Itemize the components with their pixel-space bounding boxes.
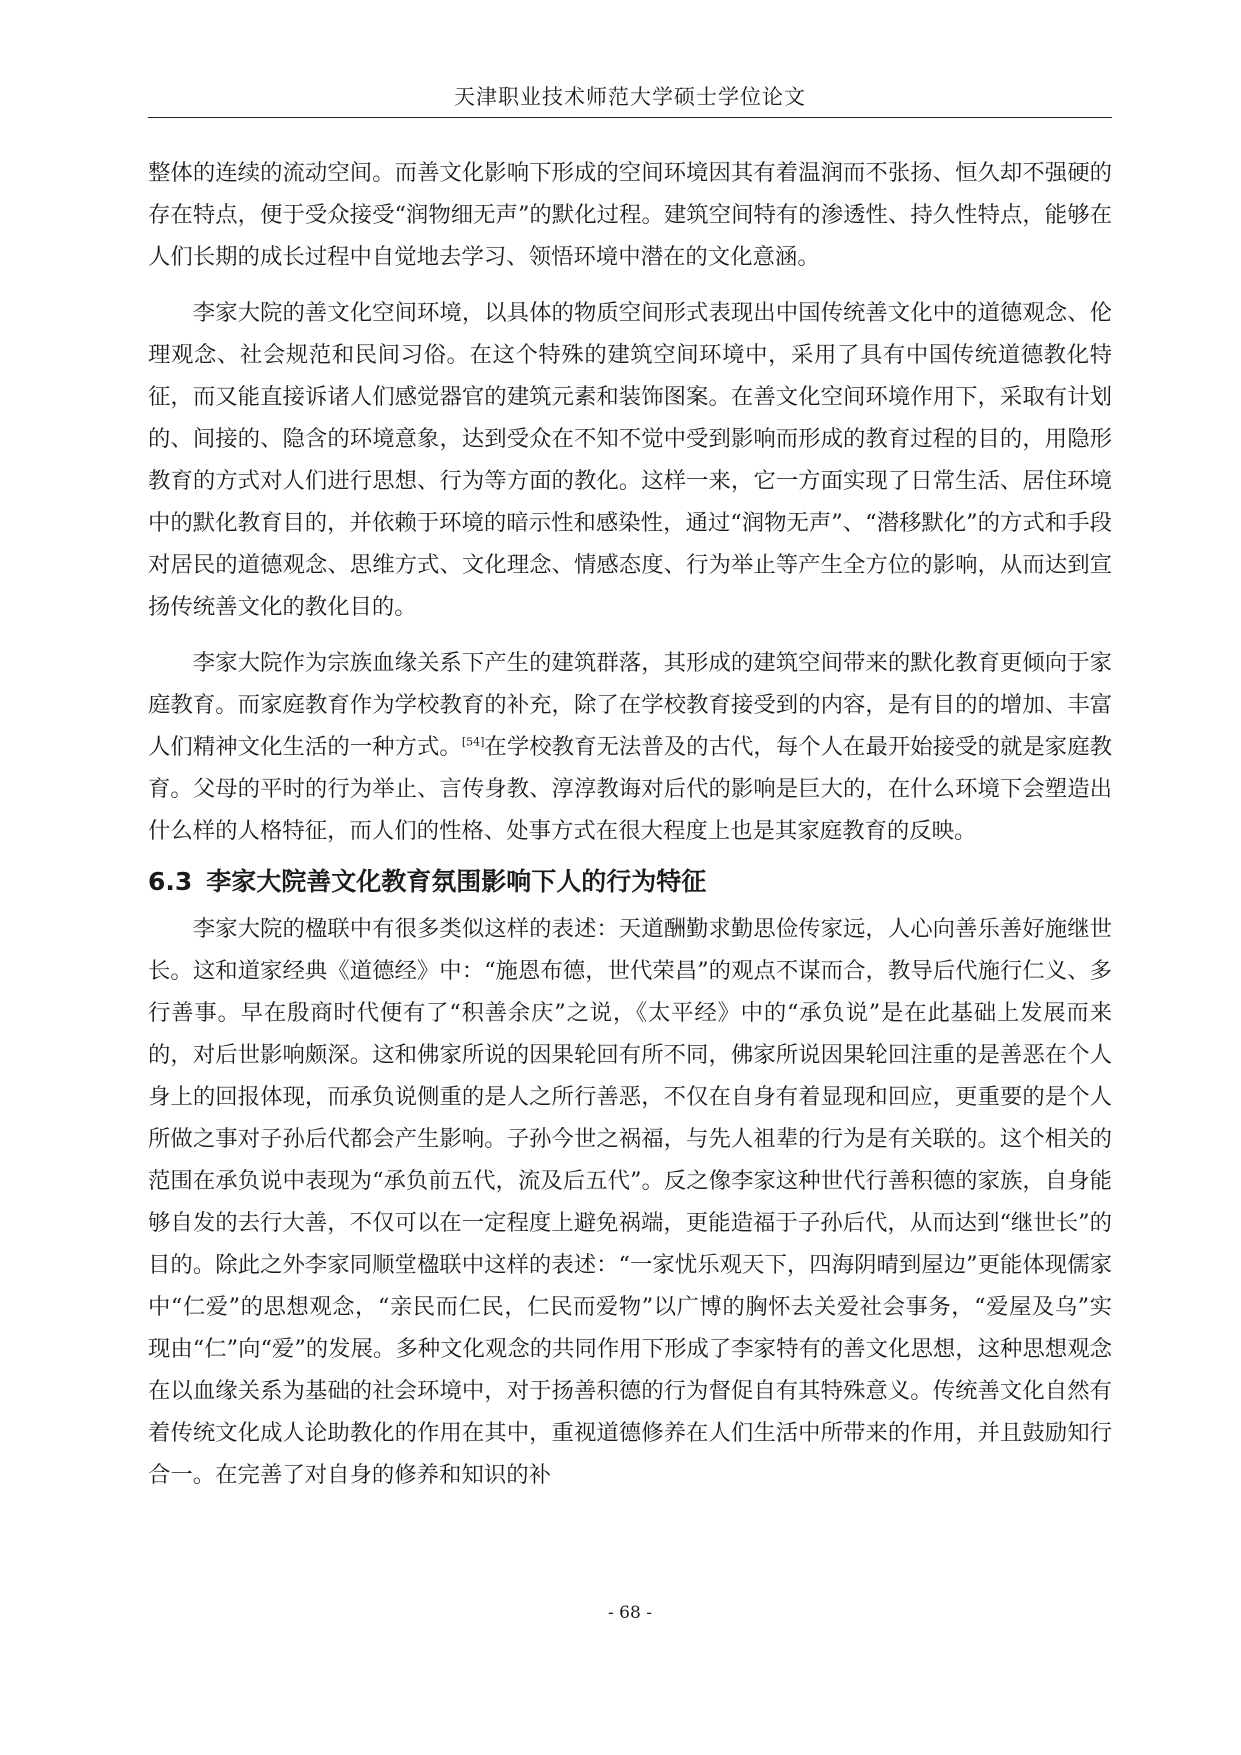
header-divider [148,117,1112,118]
paragraph-with-citation [148,642,1112,852]
section-title: 李家大院善文化教育氛围影响下人的行为特征 [206,867,707,896]
page-body [148,152,1112,1496]
section-number: 6.3 [148,867,193,896]
paragraph-text-before-citation: 李家大院作为宗族血缘关系下产生的建筑群落，其形成的建筑空间带来的默化教育更倾向于家庭教育。而家庭教育作为学校教育的补充，除了在学校教育接受到的内容，是有目的的增加、丰富人们精神文化生活的一种方式。 [148,650,1112,760]
running-header: 天津职业技术师范大学硕士学位论文 [454,85,806,109]
paragraph: 李家大院的楹联中有很多类似这样的表述：天道酬勤求勤思俭传家远，人心向善乐善好施继世长。这和道家经典《道德经》中：“施恩布德，世代荣昌”的观点不谋而合，教导后代施行仁义、多行善事。早在殷商时代便有了“积善余庆”之说，《太平经》中的“承负说”是在此基础上发展而来的，对后世影响颇深。这和佛家所说的因果轮回有所不同，佛家所说因果轮回注重的是善恶在个人身上的回报体现，而承负说侧重的是人之所行善恶，不仅在自身有着显现和回应，更重要的是个人所做之事对子孙后代都会产生影响。子孙今世之祸福，与先人祖辈的行为是有关联的。这个相关的范围在承负说中表现为“承负前五代，流及后五代”。反之像李家这种世代行善积德的家族，自身能够自发的去行大善，不仅可以在一定程度上避免祸端，更能造福于子孙后代，从而达到“继世长”的目的。除此之外李家同顺堂楹联中这样的表述：“一家忧乐观天下，四海阴晴到屋边”更能体现儒家中“仁爱”的思想观念，“亲民而仁民，仁民而爱物”以广博的胸怀去关爱社会事务，“爱屋及乌”实现由“仁”向“爱”的发展。多种文化观念的共同作用下形成了李家特有的善文化思想，这种思想观念在以血缘关系为基础的社会环境中，对于扬善积德的行为督促自有其特殊意义。传统善文化自然有着传统文化成人论助教化的作用在其中，重视道德修养在人们生活中所带来的作用，并且鼓励知行合一。在完善了对自身的修养和知识的补 [148,916,1112,1488]
section-heading [148,860,1112,904]
paragraph-continued: 整体的连续的流动空间。而善文化影响下形成的空间环境因其有着温润而不张扬、恒久却不强硬的存在特点，便于受众接受“润物细无声”的默化过程。建筑空间特有的渗透性、持久性特点，能够在人们长期的成长过程中自觉地去学习、领悟环境中潜在的文化意涵。 [148,160,1112,270]
paragraph: 李家大院的善文化空间环境，以具体的物质空间形式表现出中国传统善文化中的道德观念、伦理观念、社会规范和民间习俗。在这个特殊的建筑空间环境中，采用了具有中国传统道德教化特征，而又能直接诉诸人们感觉器官的建筑元素和装饰图案。在善文化空间环境作用下，采取有计划的、间接的、隐含的环境意象，达到受众在不知不觉中受到影响而形成的教育过程的目的，用隐形教育的方式对人们进行思想、行为等方面的教化。这样一来，它一方面实现了日常生活、居住环境中的默化教育目的，并依赖于环境的暗示性和感染性，通过“润物无声”、“潜移默化”的方式和手段对居民的道德观念、思维方式、文化理念、情感态度、行为举止等产生全方位的影响，从而达到宣扬传统善文化的教化目的。 [148,300,1112,620]
page-number: - 68 - [608,1603,652,1623]
paragraph-text-after-citation: 在学校教育无法普及的古代，每个人在最开始接受的就是家庭教育。父母的平时的行为举止、言传身教、淳淳教诲对后代的影响是巨大的，在什么环境下会塑造出什么样的人格特征，而人们的性格、处事方式在很大程度上也是其家庭教育的反映。 [148,734,1113,844]
citation-marker: [54] [461,735,485,749]
